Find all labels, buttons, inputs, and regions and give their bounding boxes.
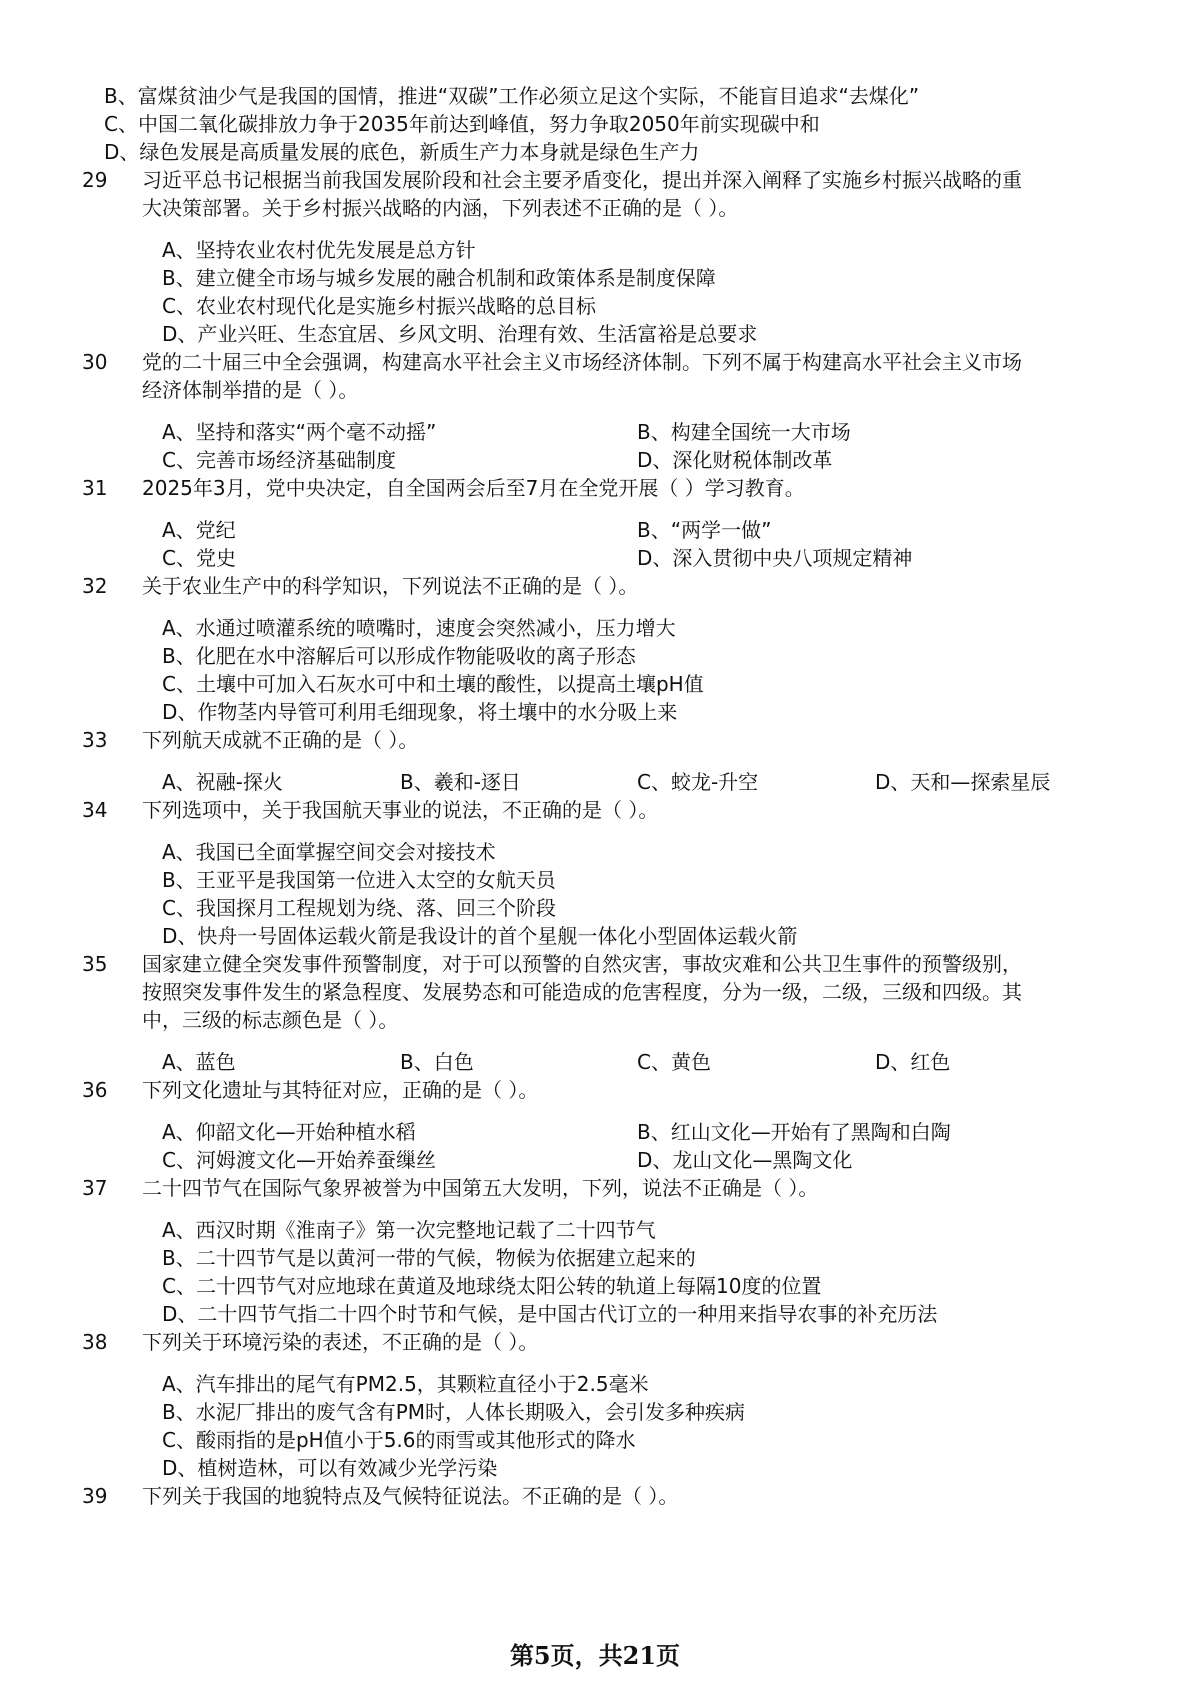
option-text: A、西汉时期《淮南子》第一次完整地记载了二十四节气 [162,1218,656,1242]
option-text: A、汽车排出的尾气有PM2.5，其颗粒直径小于2.5毫米 [162,1372,649,1396]
option-text: C、党史 [162,546,236,570]
option-text: A、党纪 [162,518,236,542]
question-number: 37 [82,1176,108,1200]
option-text: D、植树造林，可以有效减少光学污染 [162,1456,498,1480]
question-stem: 国家建立健全突发事件预警制度，对于可以预警的自然灾害，事故灾难和公共卫生事件的预警级别， [142,952,1022,976]
option-text: B、“两学一做” [637,518,772,542]
option-text: A、仰韶文化—开始种植水稻 [162,1120,416,1144]
option-text: B、化肥在水中溶解后可以形成作物能吸收的离子形态 [162,644,636,668]
option-text: A、我国已全面掌握空间交会对接技术 [162,840,496,864]
question-stem: 下列航天成就不正确的是（ ）。 [142,728,419,752]
question-stem: 经济体制举措的是（ ）。 [142,378,359,402]
option-text: C、中国二氧化碳排放力争于2035年前达到峰值，努力争取2050年前实现碳中和 [104,112,820,136]
question-stem: 下列关于环境污染的表述，不正确的是（ ）。 [142,1330,539,1354]
option-text: B、富煤贫油少气是我国的国情，推进“双碳”工作必须立足这个实际，不能盲目追求“去煤化” [104,84,920,108]
option-text: D、绿色发展是高质量发展的底色，新质生产力本身就是绿色生产力 [104,140,700,164]
option-text: A、祝融-探火 [162,770,283,794]
question-number: 36 [82,1078,108,1102]
option-text: B、白色 [400,1050,474,1074]
option-text: C、土壤中可加入石灰水可中和土壤的酸性，以提高土壤pH值 [162,672,704,696]
option-text: D、二十四节气指二十四个时节和气候，是中国古代订立的一种用来指导农事的补充历法 [162,1302,938,1326]
question-stem: 下列关于我国的地貌特点及气候特征说法。不正确的是（ ）。 [142,1484,679,1508]
option-text: C、酸雨指的是pH值小于5.6的雨雪或其他形式的降水 [162,1428,636,1452]
question-number: 31 [82,476,108,500]
question-stem: 关于农业生产中的科学知识，下列说法不正确的是（ ）。 [142,574,639,598]
option-text: B、二十四节气是以黄河一带的气候，物候为依据建立起来的 [162,1246,696,1270]
question-stem: 2025年3月，党中央决定，自全国两会后至7月在全党开展（ ）学习教育。 [142,476,805,500]
option-text: C、河姆渡文化—开始养蚕缫丝 [162,1148,436,1172]
question-number: 38 [82,1330,108,1354]
option-text: B、建立健全市场与城乡发展的融合机制和政策体系是制度保障 [162,266,716,290]
option-text: C、蛟龙-升空 [637,770,759,794]
option-text: B、构建全国统一大市场 [637,420,851,444]
option-text: D、深入贯彻中央八项规定精神 [637,546,913,570]
question-stem: 二十四节气在国际气象界被誉为中国第五大发明，下列，说法不正确是（ ）。 [142,1176,819,1200]
option-text: D、作物茎内导管可利用毛细现象，将土壤中的水分吸上来 [162,700,678,724]
option-text: C、二十四节气对应地球在黄道及地球绕太阳公转的轨道上每隔10度的位置 [162,1274,822,1298]
question-number: 33 [82,728,108,752]
option-text: D、深化财税体制改革 [637,448,833,472]
option-text: B、王亚平是我国第一位进入太空的女航天员 [162,868,556,892]
option-text: D、红色 [875,1050,951,1074]
question-number: 35 [82,952,108,976]
question-number: 32 [82,574,108,598]
option-text: A、坚持农业农村优先发展是总方针 [162,238,476,262]
option-text: C、黄色 [637,1050,711,1074]
option-text: B、红山文化—开始有了黑陶和白陶 [637,1120,951,1144]
question-number: 39 [82,1484,108,1508]
question-number: 30 [82,350,108,374]
option-text: C、完善市场经济基础制度 [162,448,396,472]
question-stem: 按照突发事件发生的紧急程度、发展势态和可能造成的危害程度，分为一级，二级，三级和四级。其 [142,980,1022,1004]
question-stem: 下列文化遗址与其特征对应，正确的是（ ）。 [142,1078,539,1102]
option-text: C、我国探月工程规划为绕、落、回三个阶段 [162,896,556,920]
option-text: B、水泥厂排出的废气含有PM时，人体长期吸入，会引发多种疾病 [162,1400,746,1424]
question-stem: 下列选项中，关于我国航天事业的说法，不正确的是（ ）。 [142,798,659,822]
question-stem: 中，三级的标志颜色是（ ）。 [142,1008,399,1032]
option-text: D、龙山文化—黑陶文化 [637,1148,853,1172]
option-text: A、蓝色 [162,1050,236,1074]
option-text: B、羲和-逐日 [400,770,521,794]
option-text: A、水通过喷灌系统的喷嘴时，速度会突然减小，压力增大 [162,616,676,640]
option-text: D、天和—探索星辰 [875,770,1051,794]
page-footer: 第5页，共21页 [509,1641,681,1670]
question-stem: 习近平总书记根据当前我国发展阶段和社会主要矛盾变化，提出并深入阐释了实施乡村振兴战略的重 [142,168,1022,192]
option-text: A、坚持和落实“两个毫不动摇” [162,420,437,444]
question-number: 29 [82,168,108,192]
question-stem: 大决策部署。关于乡村振兴战略的内涵，下列表述不正确的是（ ）。 [142,196,739,220]
option-text: D、产业兴旺、生态宜居、乡风文明、治理有效、生活富裕是总要求 [162,322,758,346]
question-number: 34 [82,798,108,822]
option-text: C、农业农村现代化是实施乡村振兴战略的总目标 [162,294,596,318]
option-text: D、快舟一号固体运载火箭是我设计的首个星舰一体化小型固体运载火箭 [162,924,798,948]
question-stem: 党的二十届三中全会强调，构建高水平社会主义市场经济体制。下列不属于构建高水平社会主义市场 [142,350,1022,374]
